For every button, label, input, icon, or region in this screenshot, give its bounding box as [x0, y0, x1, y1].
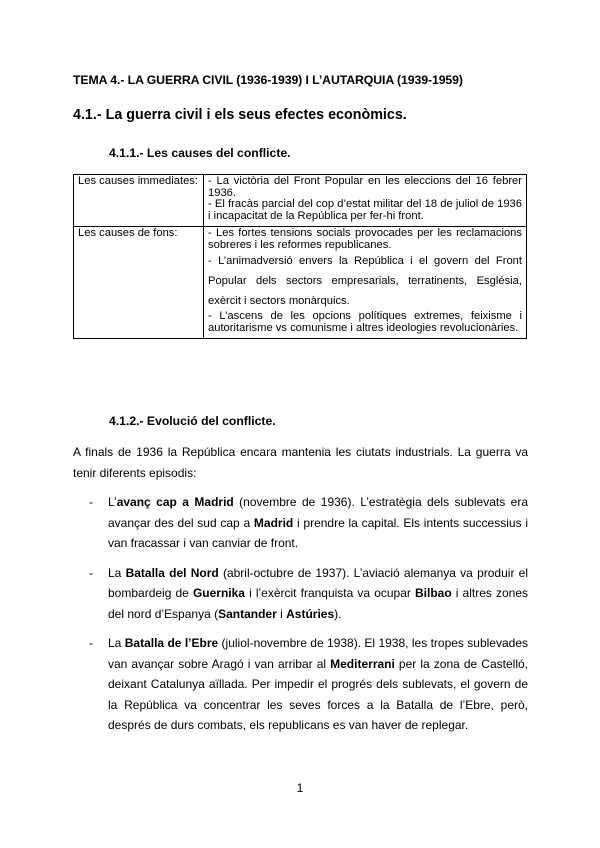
cause-item: - La victòria del Front Popular en les eleccions del 16 febrer 1936.	[208, 175, 522, 199]
list-item: - La Batalla del Nord (abril-octubre de 1937). L’aviació alemanya va produir el bombardeig de Guernika i l’exèrcit franquista va ocupar Bilbao i altres zones del nord d’Espanya (Santander i Astúries).	[73, 563, 528, 625]
cause-item: - El fracàs parcial del cop d’estat militar del 18 de juliol de 1936 i incapacitat de la República per fer-hi front.	[208, 198, 522, 222]
bullet-dash: -	[89, 565, 93, 580]
episode-name: Batalla del Nord	[125, 565, 219, 580]
row-content	[204, 175, 527, 227]
evolution-intro: A finals de 1936 la República encara mantenia les ciutats industrials. La guerra va tenir diferents episodis:	[73, 445, 528, 480]
causes-table	[73, 174, 527, 339]
document-title: TEMA 4.- LA GUERRA CIVIL (1936-1939) I L’AUTARQUIA (1939-1959)	[73, 73, 463, 87]
bullet-dash: -	[89, 495, 93, 509]
cause-item: exèrcit i sectors monàrquics.	[208, 295, 350, 307]
subsection-heading-evolution: 4.1.2.- Evolució del conflicte.	[109, 414, 276, 428]
list-item: - La Batalla de l’Ebre (juliol-novembre de 1938). El 1938, les tropes sublevades van avançar sobre Aragó i van arribar al Mediterrani per la zona de Castelló, deixant Catalunya aïllada. Per impedir el progrés dels sublevats, el govern de la República va concentrar les seves forces a la Batalla de l’Ebre, però, després de durs combats, els republicans es van haver de replegar.	[73, 633, 528, 736]
bullet-dash: -	[89, 636, 93, 650]
episode-name: avanç cap a Madrid	[116, 495, 234, 509]
list-item: - L’avanç cap a Madrid (novembre de 1936). L’estratègia dels sublevats era avançar des del sud cap a Madrid i prendre la capital. Els intents successius i van fracassar i van canviar de front.	[73, 492, 528, 554]
row-content	[204, 227, 527, 339]
cause-item: - L’animadversió envers la República i el govern del Front	[208, 255, 522, 267]
section-heading: 4.1.- La guerra civil i els seus efectes econòmics.	[73, 107, 407, 123]
cause-item: Popular dels sectors empresarials, terratinents, Església,	[208, 275, 522, 287]
episodes-list	[73, 492, 528, 745]
episode-name: Batalla de l’Ebre	[124, 636, 219, 650]
table-row	[74, 175, 527, 227]
cause-item: - L’ascens de les opcions polítiques extremes, feixisme i autoritarisme vs comunisme i altres ideologies revolucionàries.	[208, 310, 522, 334]
subsection-heading-causes: 4.1.1.- Les causes del conflicte.	[109, 146, 291, 160]
cause-item: - Les fortes tensions socials provocades per les reclamacions sobreres i les reformes republicanes.	[208, 227, 522, 251]
row-label: Les causes de fons:	[74, 227, 204, 339]
page-number: 1	[296, 781, 304, 795]
row-label: Les causes immediates:	[74, 175, 204, 227]
table-row	[74, 227, 527, 339]
